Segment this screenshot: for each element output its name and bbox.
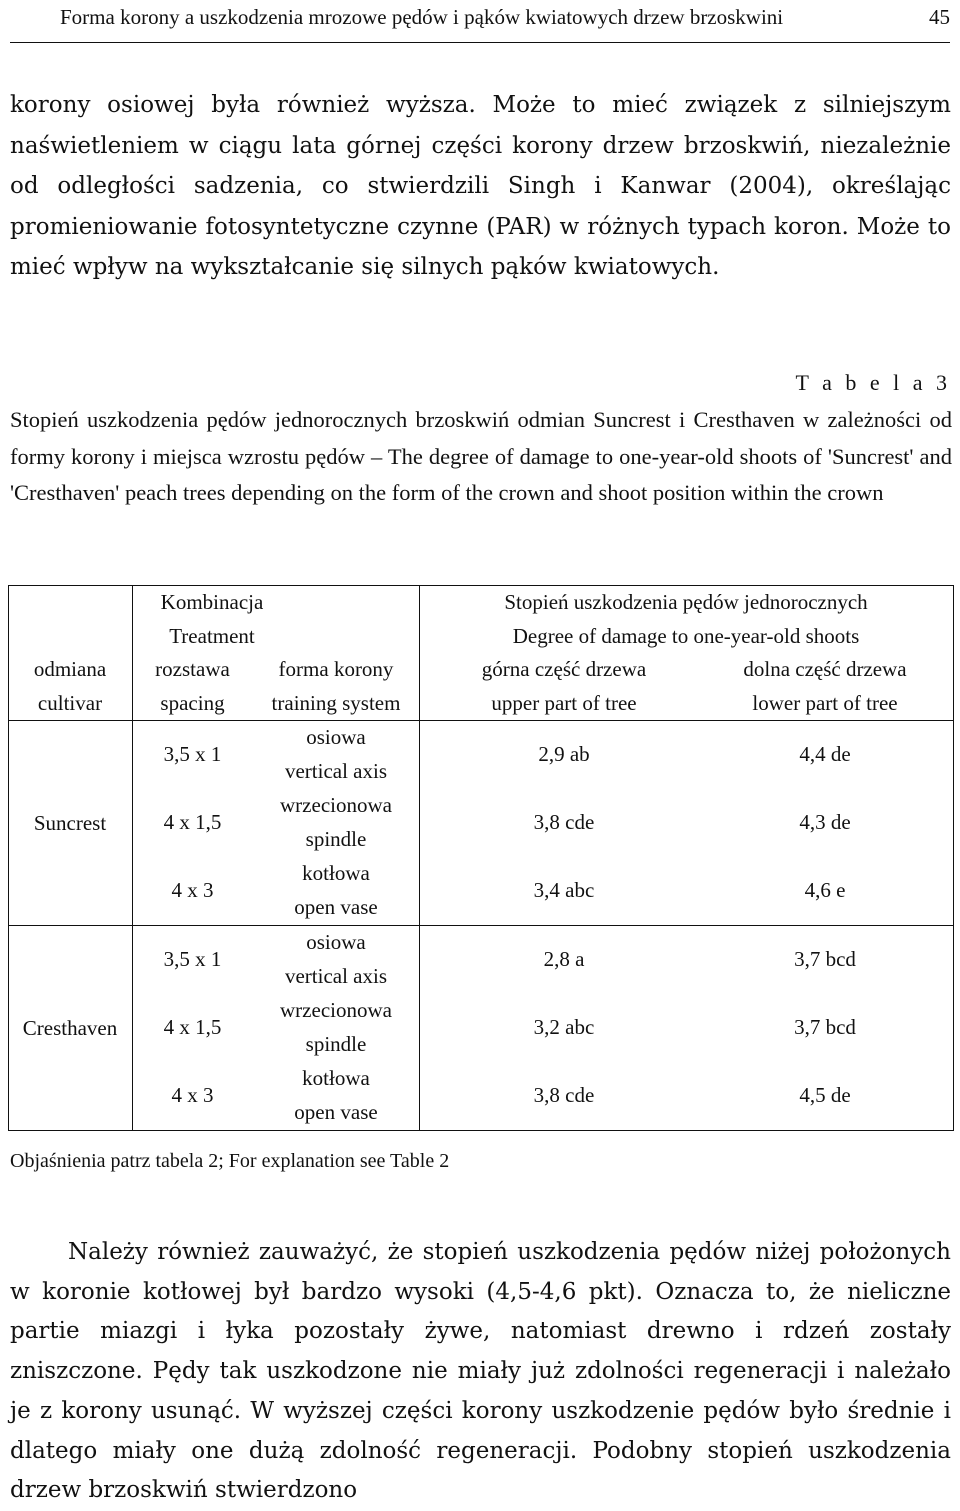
header-cultivar [8, 652, 132, 720]
table-footnote: Objaśnienia patrz tabela 2; For explanation see Table 2 [10, 1150, 450, 1172]
cell-upper: 3,8 cde [533, 1083, 595, 1107]
cell-training [253, 993, 419, 1061]
cell-training-en: spindle [305, 827, 367, 851]
cell-training-en: vertical axis [284, 964, 388, 988]
cell-upper: 2,8 a [543, 947, 585, 971]
cell-training [253, 720, 419, 788]
cell-training-pl: kotłowa [302, 861, 370, 885]
table-caption: Stopień uszkodzenia pędów jednorocznych brzoskwiń odmian Suncrest i Cresthaven w zależności od formy korony i miejsca wzrostu pędów – The degree of damage to one-year-old shoots of 'Suncrest' and 'Cresthaven' peach trees depending on the form of the crown and shoot position within the crown [10, 407, 952, 505]
header-spacing [132, 652, 253, 720]
cell-spacing: 4 x 1,5 [163, 1015, 222, 1039]
header-spacing-en: spacing [160, 691, 225, 715]
cell-training-pl: kotłowa [302, 1066, 370, 1090]
data-table [8, 585, 954, 1130]
header-combination-en: Treatment [169, 624, 255, 648]
header-upper-en: upper part of tree [491, 691, 637, 715]
cell-training-pl: wrzecionowa [280, 998, 392, 1022]
cell-lower: 4,6 e [804, 878, 846, 902]
cell-upper: 3,8 cde [533, 810, 595, 834]
cell-training-pl: osiowa [306, 725, 366, 749]
header-lower-en: lower part of tree [752, 691, 898, 715]
header-rule [10, 42, 950, 43]
cell-lower: 4,4 de [799, 742, 851, 766]
body-paragraph-2: Należy również zauważyć, że stopień uszkodzenia pędów niżej położonych w koronie kotłowej był bardzo wysoki (4,5-4,6 pkt). Oznacza to, że nieliczne partie miazgi i łyka pozostały żywe, natomiast drewno i rdzeń zostały zniszczone. Pędy tak uszkodzone nie miały już zdolności regeneracji i należało je z korony usunąć. W wyższej części korony uszkodzenie pędów było średnie i dlatego miały one dużą zdolność regeneracji. Podobny stopień uszkodzenia drzew brzoskwiń stwierdzono [10, 1239, 951, 1504]
header-upper [419, 652, 709, 720]
table-label: T a b e l a 3 [795, 370, 951, 395]
page-number: 45 [929, 5, 950, 29]
header-upper-pl: górna część drzewa [481, 657, 647, 681]
cell-upper: 3,4 abc [533, 878, 595, 902]
running-title: Forma korony a uszkodzenia mrozowe pędów i pąków kwiatowych drzew brzoskwini [60, 5, 784, 29]
header-cultivar-pl: odmiana [33, 657, 107, 681]
cell-spacing: 4 x 3 [171, 878, 214, 902]
header-damage-pl: Stopień uszkodzenia pędów jednorocznych [504, 590, 868, 614]
header-damage-en: Degree of damage to one-year-old shoots [512, 624, 860, 648]
cell-training-pl: osiowa [306, 930, 366, 954]
header-spacing-pl: rozstawa [155, 657, 230, 681]
running-header [60, 2, 950, 32]
body-paragraph-1: korony osiowej była również wyższa. Może to mieć związek z silniejszym naświetleniem w ciągu lata górnej części korony drzew brzoskwiń, niezależnie od odległości sadzenia, co stwierdzili Singh i Kanwar (2004), określając promieniowanie fotosyntetyczne czynne (PAR) w różnych typach koron. Może to mieć wpływ na wykształcanie się silnych pąków kwiatowych. [10, 92, 951, 280]
cell-training [253, 1061, 419, 1129]
cell-lower: 3,7 bcd [794, 947, 856, 971]
cell-spacing: 3,5 x 1 [163, 742, 222, 766]
cell-upper: 3,2 abc [533, 1015, 595, 1039]
header-damage [419, 585, 953, 653]
header-training [253, 652, 419, 720]
cell-lower: 3,7 bcd [794, 1015, 856, 1039]
header-lower-pl: dolna część drzewa [743, 657, 907, 681]
cell-training [253, 788, 419, 856]
cell-training-en: vertical axis [284, 759, 388, 783]
cell-spacing: 4 x 1,5 [163, 810, 222, 834]
header-training-en: training system [271, 691, 401, 715]
cell-training-en: spindle [305, 1032, 367, 1056]
cultivar-suncrest: Suncrest [33, 810, 107, 835]
cell-training-en: open vase [294, 1100, 378, 1124]
header-training-pl: forma korony [278, 657, 394, 681]
table-rule-bottom [8, 1130, 954, 1131]
cell-upper: 2,9 ab [538, 742, 590, 766]
cell-lower: 4,5 de [799, 1083, 851, 1107]
cell-training [253, 856, 419, 924]
cell-training-pl: wrzecionowa [280, 793, 392, 817]
header-combination [132, 585, 292, 653]
table-rule-right [953, 585, 954, 1130]
cell-lower: 4,3 de [799, 810, 851, 834]
header-combination-pl: Kombinacja [160, 590, 264, 614]
cell-training-en: open vase [294, 895, 378, 919]
cell-spacing: 3,5 x 1 [163, 947, 222, 971]
cultivar-cresthaven: Cresthaven [22, 1015, 118, 1040]
cell-spacing: 4 x 3 [171, 1083, 214, 1107]
header-lower [709, 652, 941, 720]
header-cultivar-en: cultivar [37, 691, 103, 715]
cell-training [253, 925, 419, 993]
